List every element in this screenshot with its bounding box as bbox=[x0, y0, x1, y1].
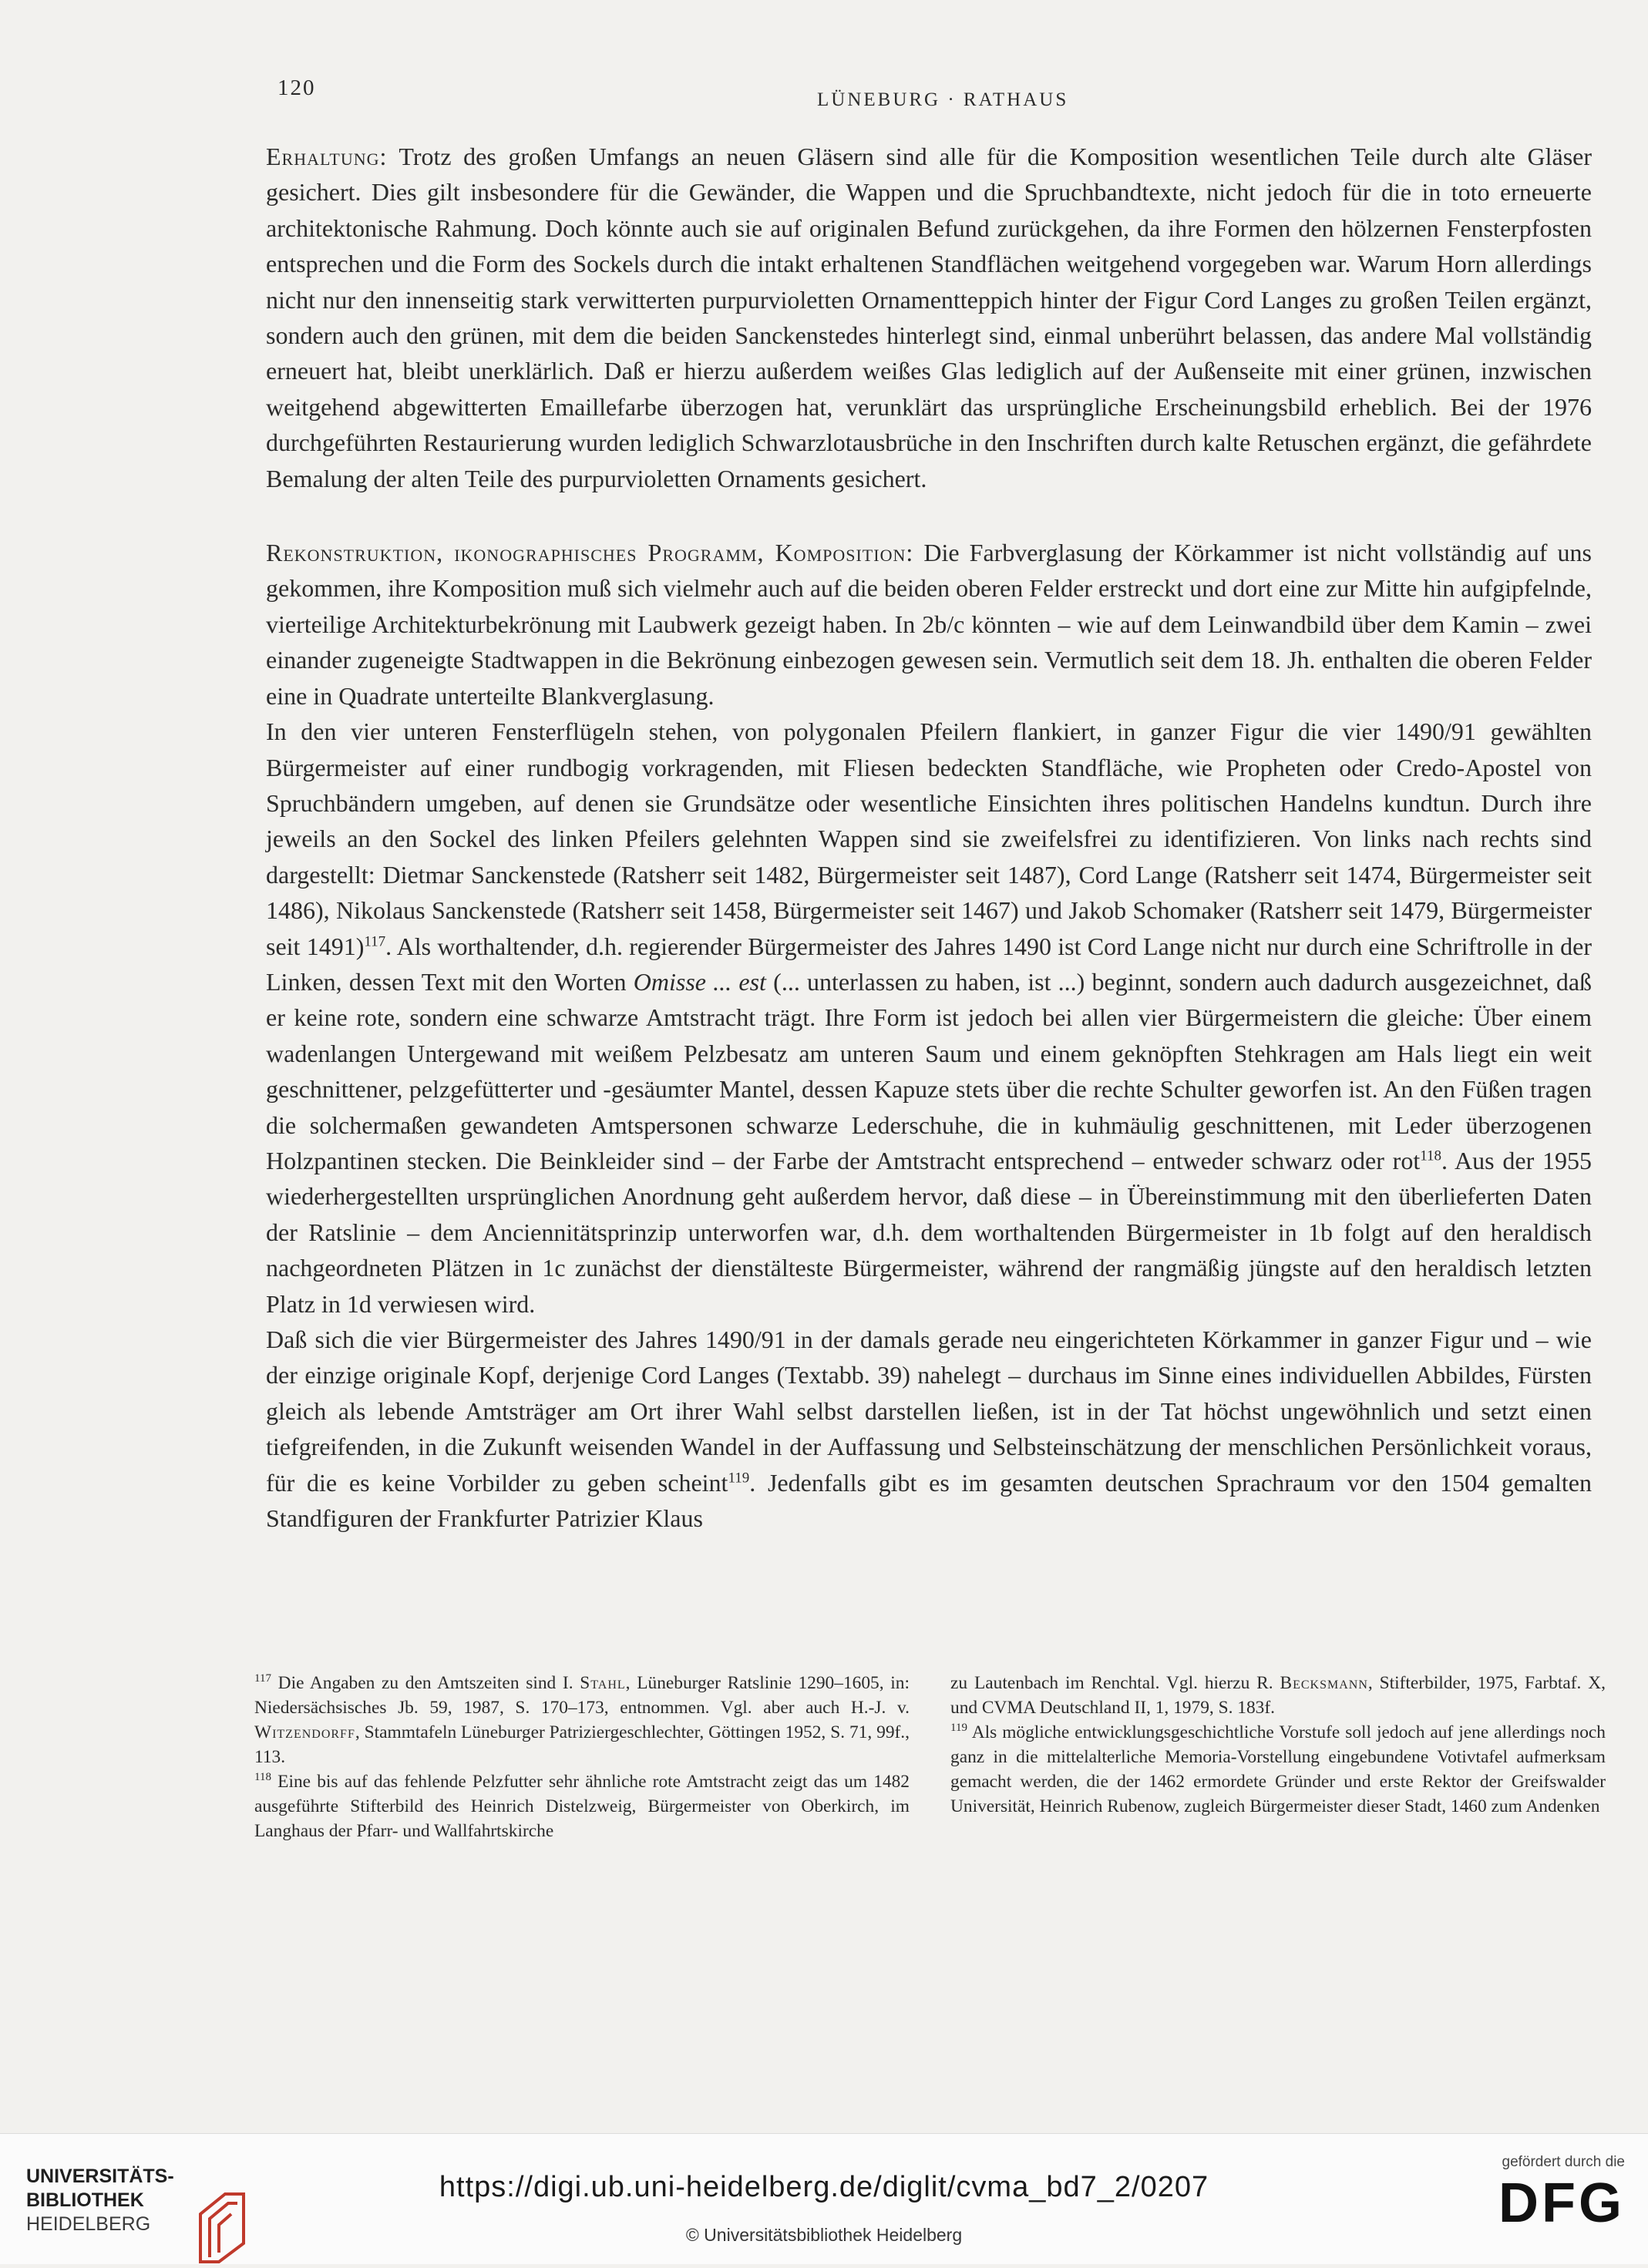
footnote-118-continued bbox=[950, 1671, 1606, 1720]
copyright-notice: © Universitätsbibliothek Heidelberg bbox=[685, 2225, 963, 2245]
footnotes-left-column bbox=[254, 1671, 910, 1843]
footnote-author: Stahl bbox=[580, 1673, 626, 1693]
running-title: LÜNEBURG · RATHAUS bbox=[817, 89, 1069, 110]
paragraph-text: . Aus der 1955 wiederhergestellten ursprünglichen Anordnung geht außerdem hervor, daß diese – in Übereinstimmung mit den überlieferten Daten der Ratslinie – dem Anciennitätsprinzip unterworfen war, d.h. dem worthaltenden Bürgermeister in 1b folgt auf den heraldisch nachgeordneten Plätzen in 1c zunächst der dienstälteste Bürgermeister, während der rangmäßig jüngste auf den heraldisch letzten Platz in 1d verwiesen wird. bbox=[266, 1146, 1592, 1318]
paragraph-text: Trotz des großen Umfangs an neuen Gläsern sind alle für die Komposition wesentlichen Teile durch alte Gläser gesichert. Dies gilt insbesondere für die Gewänder, die Wappen und die Spruchbandtexte, nicht jedoch für die in toto erneuerte architektonische Rahmung. Doch könnte auch sie auf originalen Befund zurückgehen, da ihre Formen den hölzernen Fensterpfosten entsprechen und die Form des Sockels durch die intakt erhaltenen Standflächen weitgehend vorgegeben war. Warum Horn allerdings nicht nur den innenseitig stark verwitterten purpurvioletten Ornamentteppich hinter der Figur Cord Langes zu großen Teilen ergänzt, sondern auch den grünen, mit dem die beiden Sanckenstedes hinterlegt sind, einmal unberührt belassen, das andere Mal vollständig erneuert hat, bleibt unerklärlich. Daß er hierzu außerdem weißes Glas lediglich auf der Außenseite mit einer grünen, inzwischen weitgehend abgewitterten Emaillefarbe überzogen hat, verunklärt das ursprüngliche Erscheinungsbild erheblich. Bei der 1976 durchgeführten Restaurierung wurden lediglich Schwarzlotausbrüche in den Inschriften durch kalte Retuschen ergänzt, die gefährdete Bemalung der alten Teile des purpurvioletten Ornaments gesichert. bbox=[266, 143, 1593, 492]
main-text bbox=[266, 139, 1592, 1536]
section-label-erhaltung: Erhaltung: bbox=[266, 143, 388, 170]
footnote-ref-118[interactable]: 118 bbox=[1420, 1147, 1441, 1164]
footnote-ref-119[interactable]: 119 bbox=[728, 1469, 750, 1486]
paragraph-text: . Jedenfalls gibt es im gesamten deutschen Sprachraum vor den 1504 gemalten Standfiguren der Frankfurter Patrizier Klaus bbox=[266, 1468, 1593, 1533]
paragraph-text: . Als worthaltender, d.h. regierender Bürgermeister des Jahres 1490 ist Cord Lange nicht nur durch eine Schriftrolle in der Linken, dessen Text mit den Worten bbox=[266, 932, 1593, 996]
permalink-url[interactable]: https://digi.ub.uni-heidelberg.de/diglit/cvma_bd7_2/0207 bbox=[439, 2171, 1209, 2203]
footnote-text: , Stammtafeln Lüneburger Patriziergeschlechter, Göttingen 1952, S. 71, 99f., 113. bbox=[254, 1722, 910, 1767]
footnote-117 bbox=[254, 1671, 910, 1769]
footnote-author: Witzendorff bbox=[254, 1722, 355, 1742]
footnote-author: Becksmann bbox=[1280, 1673, 1368, 1693]
paragraph-text: (... unterlassen zu haben, ist ...) beginnt, sondern auch dadurch ausgezeichnet, daß er keine rote, sondern eine schwarze Amtstracht trägt. Ihre Form ist jedoch bei allen vier Bürgermeistern die gleiche: Über einem wadenlangen Untergewand mit weißem Pelzbesatz am unteren Saum und einem geknöpften Stehkragen am Hals liegt ein weit geschnittener, pelzgefütterter und -gesäumter Mantel, dessen Kapuze stets über die rechte Schulter geworfen ist. An den Füßen tragen die solchermaßen gewandeten Amtspersonen schwarze Lederschuhe, die in kuhmäulig geschnittenen, mit Leder überzogenen Holzpantinen stecken. Die Beinkleider sind – der Farbe der Amtstracht entsprechend – entweder schwarz oder rot bbox=[266, 967, 1593, 1174]
footnote-119 bbox=[950, 1720, 1606, 1819]
footnote-number: 117 bbox=[254, 1672, 271, 1685]
library-name-line2: BIBLIOTHEK bbox=[26, 2189, 144, 2211]
footnote-text: zu Lautenbach im Renchtal. Vgl. hierzu R. bbox=[950, 1673, 1280, 1693]
paragraph-erhaltung bbox=[266, 139, 1592, 496]
paragraph-text: Daß sich die vier Bürgermeister des Jahres 1490/91 in der damals gerade neu eingerichteten Körkammer in ganzer Figur und – wie der einzige originale Kopf, derjenige Cord Langes (Textabb. 39) nahelegt – durchaus im Sinne eines individuellen Abbildes, Fürsten gleich als lebende Amtsträger am Ort ihrer Wahl selbst darstellen ließen, ist in der Tat höchst ungewöhnlich und setzt einen tiefgreifenden, in die Zukunft weisenden Wandel in der Auffassung und Selbsteinschätzung der menschlichen Persönlichkeit voraus, für die es keine Vorbilder zu geben scheint bbox=[266, 1326, 1592, 1497]
paragraph-buergermeister bbox=[266, 714, 1592, 1322]
page-number: 120 bbox=[277, 76, 316, 100]
footnote-text: , Stifterbilder, 1975, Farbtaf. X, und CVMA Deutschland II, 1, 1979, S. 183f. bbox=[950, 1673, 1606, 1718]
library-name-line1: UNIVERSITÄTS- bbox=[26, 2166, 174, 2187]
funding-caption: gefördert durch die bbox=[1502, 2154, 1625, 2170]
viewer-footer bbox=[0, 2133, 1648, 2264]
footnote-118 bbox=[254, 1769, 910, 1843]
footnotes-right-column bbox=[950, 1671, 1606, 1819]
footnote-number: 118 bbox=[254, 1771, 271, 1784]
library-name-line3: HEIDELBERG bbox=[26, 2213, 151, 2235]
paragraph-rekonstruktion bbox=[266, 535, 1592, 714]
footnote-ref-117[interactable]: 117 bbox=[364, 932, 386, 949]
dfg-logo[interactable] bbox=[1463, 2154, 1625, 2246]
page-header bbox=[0, 76, 1648, 122]
paragraph-text: In den vier unteren Fensterflügeln stehen, von polygonalen Pfeilern flankiert, in ganzer Figur die vier 1490/91 gewählten Bürgermeister auf einer rundbogig vorkragenden, mit Fliesen bedeckten Standfläche, wie Propheten oder Credo-Apostel von Spruchbändern umgeben, auf denen sie Grundsätze oder wesentliche Einsichten ihres politischen Handelns kundtun. Durch ihre jeweils an den Sockel des linken Pfeilers gelehnten Wappen sind sie zweifelsfrei zu identifizieren. Von links nach rechts sind dargestellt: Dietmar Sanckenstede (Ratsherr seit 1482, Bürgermeister seit 1487), Cord Lange (Ratsherr seit 1474, Bürgermeister seit 1486), Nikolaus Sanckenstede (Ratsherr seit 1458, Bürgermeister seit 1467) und Jakob Schomaker (Ratsherr seit 1479, Bürgermeister seit 1491) bbox=[266, 717, 1592, 960]
section-label-rekonstruktion: Rekonstruktion, ikonographisches Programm, Komposition: bbox=[266, 539, 914, 567]
footnote-text: Eine bis auf das fehlende Pelzfutter sehr ähnliche rote Amtstracht zeigt das um 1482 ausgeführte Stifterbild des Heinrich Distelzweig, Bürgermeister von Oberkirch, im Langhaus der Pfarr- und Wallfahrtskirche bbox=[254, 1772, 910, 1841]
footnote-text: Als mögliche entwicklungsgeschichtliche Vorstufe soll jedoch auf jene allerdings noch ganz in die mittelalterliche Memoria-Vorstellung eingebundene Votivtafel aufmerksam gemacht werden, die der 1462 ermordete Gründer und erste Rektor der Greifswalder Universität, Heinrich Rubenow, zugleich Bürgermeister dieser Stadt, 1460 zum Andenken bbox=[950, 1722, 1606, 1816]
dfg-wordmark: DFG bbox=[1498, 2172, 1625, 2234]
footnote-number: 119 bbox=[950, 1722, 967, 1735]
paragraph-text: Die Farbverglasung der Körkammer ist nicht vollständig auf uns gekommen, ihre Komposition muß sich vielmehr auch auf die beiden oberen Felder erstreckt und dort eine zur Mitte hin aufgipfelnde, vierteilige Architekturbekrönung mit Laubwerk gezeigt haben. In 2b/c könnten – wie auf dem Leinwandbild über dem Kamin – zwei einander zugeneigte Stadtwappen in die Bekrönung einbezogen gewesen sein. Vermutlich seit dem 18. Jh. enthalten die oberen Felder eine in Quadrate unterteilte Blankverglasung. bbox=[266, 539, 1592, 710]
footnote-text: , Lüneburger Ratslinie 1290–1605, in: Niedersächsisches Jb. 59, 1987, S. 170–173, entnommen. Vgl. aber auch H.-J. v. bbox=[254, 1673, 910, 1718]
footnote-text: Die Angaben zu den Amtszeiten sind I. bbox=[277, 1673, 580, 1693]
quote-omisse: Omisse ... est bbox=[633, 967, 766, 996]
paragraph-bildnis bbox=[266, 1322, 1592, 1536]
